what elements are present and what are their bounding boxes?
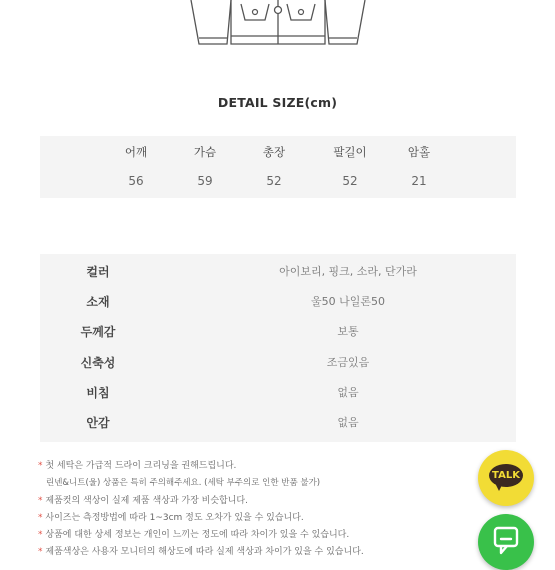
note-text: 사이즈는 측정방법에 따라 1~3cm 정도 오차가 있을 수 있습니다. (45, 512, 304, 523)
note-bullet: * (38, 461, 43, 471)
size-header-shoulder: 어깨 (124, 145, 148, 159)
speech-bubble-tail-icon (495, 483, 503, 491)
note-item (38, 544, 478, 561)
note-bullet: * (38, 530, 43, 541)
attr-value-thickness: 보통 (337, 325, 359, 338)
kakao-talk-button[interactable] (478, 450, 534, 506)
attr-row-sheerness (40, 384, 516, 406)
note-item (38, 510, 478, 527)
chat-icon (493, 526, 519, 556)
size-value-length: 52 (266, 174, 282, 188)
note-bullet: * (38, 512, 43, 523)
size-header-sleeve: 팔길이 (333, 145, 367, 159)
note-text: 제품색상은 사용자 모니터의 해상도에 따라 실제 색상과 차이가 있을 수 있습니다. (45, 547, 364, 558)
attr-row-stretch (40, 354, 516, 376)
size-value-armhole: 21 (411, 174, 427, 188)
note-text: 제품컷의 색상이 실제 제품 색상과 가장 비슷합니다. (45, 495, 248, 506)
attr-row-thickness (40, 323, 516, 345)
note-text: 상품에 대한 상세 정보는 개인이 느끼는 정도에 따라 차이가 있을 수 있습니다. (45, 530, 350, 541)
attr-row-color (40, 263, 516, 285)
garment-sketch-image (185, 0, 370, 48)
note-bullet: * (38, 547, 43, 558)
size-header-armhole: 암홀 (407, 145, 431, 159)
size-table (40, 136, 516, 198)
attr-label-stretch: 신축성 (80, 356, 116, 370)
size-value-row (40, 174, 516, 194)
size-header-length: 총장 (262, 145, 286, 159)
note-item (38, 527, 478, 544)
size-value-shoulder: 56 (128, 174, 144, 188)
attr-label-lining: 안감 (86, 416, 110, 430)
attr-label-sheerness: 비침 (86, 386, 110, 400)
attr-label-material: 소재 (86, 295, 110, 309)
size-value-sleeve: 52 (342, 174, 358, 188)
attr-label-thickness: 두께감 (80, 325, 116, 339)
attr-value-sheerness: 없음 (337, 386, 359, 399)
attr-value-stretch: 조금있음 (326, 356, 370, 369)
attr-row-lining (40, 414, 516, 436)
note-item (38, 458, 478, 475)
care-notes (38, 458, 478, 562)
size-header-chest: 가슴 (193, 145, 217, 159)
note-text: 첫 세탁은 가급적 드라이 크리닝을 권해드립니다. (45, 461, 237, 471)
attr-label-color: 컬러 (86, 265, 110, 279)
attr-value-lining: 없음 (337, 416, 359, 429)
note-item (38, 493, 478, 510)
size-header-row (40, 144, 516, 164)
attr-row-material (40, 293, 516, 315)
size-value-chest: 59 (197, 174, 213, 188)
note-text: 린넨&니트(울) 상품은 특히 주의해주세요. (세탁 부주의로 인한 반품 불가) (46, 478, 321, 489)
product-attributes-table (40, 254, 516, 442)
chat-button[interactable] (478, 514, 534, 570)
note-item (38, 475, 478, 492)
attr-value-material: 울50 나일론50 (311, 295, 385, 308)
attr-value-color: 아이보리, 핑크, 소라, 단가라 (279, 265, 417, 278)
detail-size-title: DETAIL SIZE(cm) (217, 95, 338, 110)
kakao-talk-label: TALK (492, 470, 520, 481)
note-bullet: * (38, 495, 43, 506)
